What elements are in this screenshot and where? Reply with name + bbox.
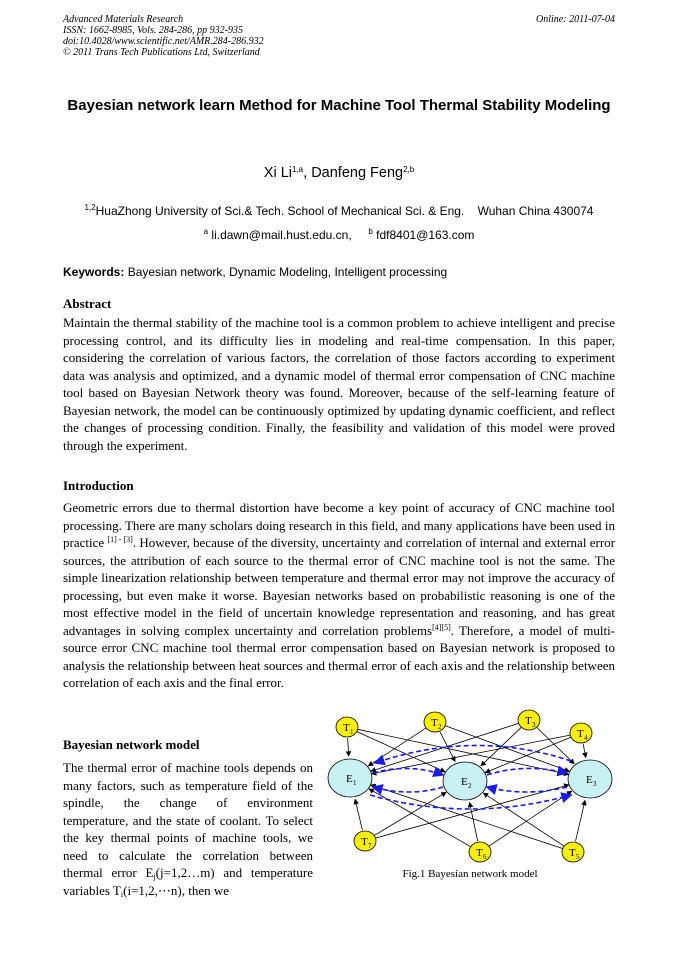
node-e3-label: E: [586, 774, 593, 786]
node-t3-label: T: [525, 715, 532, 727]
node-e3: [568, 760, 612, 798]
copyright-line: © 2011 Trans Tech Publications Ltd, Switzerland: [63, 47, 260, 58]
node-t7: [354, 831, 376, 851]
affiliation-sup: 1,2: [84, 203, 96, 212]
edge-t3-e3: [537, 728, 574, 764]
author-1-sup: 1,a: [292, 165, 304, 174]
affiliation-text: HuaZhong University of Sci.& Tech. School of Mechanical Sci. & Eng. Wuhan China 430074: [95, 204, 594, 218]
node-t4-sub: 4: [584, 734, 588, 742]
node-t5-sub: 5: [576, 853, 580, 861]
node-t6: [469, 842, 491, 862]
introduction-heading: Introduction: [63, 478, 134, 493]
node-e1: [328, 759, 372, 797]
figure-caption: Fig.1 Bayesian network model: [402, 868, 538, 880]
node-t4-label: T: [577, 728, 584, 740]
node-t2: [424, 712, 446, 732]
email-b: fdf8401@163.com: [372, 228, 475, 242]
bn-sub-j: j: [153, 872, 156, 881]
edge-t4-e3: [583, 744, 586, 758]
edge-t7-e1: [355, 799, 362, 830]
intro-part-2: . However, because of the diversity, uncertainty and correlation of internal and external error sources, the attribution of each source to the thermal error of CNC machine tool is not the same. The simple linearization relationship between temperature and thermal error may not improve the accuracy of processing, but even make it worse. Bayesian networks based on probabilistic reasoning is one of the most effective model in the field of uncertain knowledge representation and reasoning, and has great advantages in solving complex uncertainty and correlation problems: [63, 535, 615, 638]
node-t1-label: T: [343, 722, 350, 734]
paper-title: Bayesian network learn Method for Machine Tool Thermal Stability Modeling: [67, 97, 611, 114]
bn-part-1: The thermal error of machine tools depends on many factors, such as temperature field of the spindle, the change of environment temperature, and the state of coolant. To select the key thermal points of machine tools, we need to calculate the correlation between thermal error E: [63, 760, 313, 880]
node-t5: [562, 842, 584, 862]
node-t4: [570, 723, 592, 743]
intro-part-3: . Therefore, a model of multi-source error CNC machine tool thermal error compensation based on Bayesian network is proposed to analysis the relationship between heat sources and thermal error of each axis and the relationship between correlation of each axis and the final error.: [63, 622, 616, 690]
node-e2-sub: 2: [468, 782, 472, 790]
dashed-arc-e3-e2-lower: [487, 787, 567, 792]
bn-part-2: (j=1,2…m) and temperature variables T: [63, 865, 314, 898]
abstract-heading: Abstract: [63, 296, 112, 311]
keywords: [63, 265, 615, 279]
email-a: li.dawn@mail.hust.edu.cn,: [208, 228, 352, 242]
keywords-text: Bayesian network, Dynamic Modeling, Intelligent processing: [124, 265, 448, 279]
affiliation: [63, 204, 615, 218]
keywords-label: Keywords:: [63, 265, 125, 279]
abstract-text: Maintain the thermal stability of the machine tool is a common problem to achieve intelligent and precise processing control, and its difficulty lies in modeling and real-time compensation. In this paper, considering the correlation of various factors, the correlation of those factors according to experiment data was analysis and optimized, and a dynamic model of thermal error compensation of CNC machine tool based on Bayesian Network theory was found. Moreover, because of the self-learning feature of Bayesian network, the model can be continuously optimized by updating dynamic coefficient, and reflect the changes of processing condition. Finally, the feasibility and validation of this model were proved through the experiment.: [63, 315, 615, 453]
node-t1: [336, 717, 358, 737]
journal-header: [63, 14, 615, 58]
doi-line: doi:10.4028/www.scientific.net/AMR.284-286.932: [63, 36, 264, 47]
email-b-sup: b: [368, 227, 373, 236]
email-a-sup: a: [203, 227, 209, 236]
edge-t5-e3: [575, 800, 585, 841]
bn-model-heading: Bayesian network model: [63, 737, 200, 752]
intro-part-1: Geometric errors due to thermal distortion have become a key point of accuracy of CNC machine tool processing. There are many scholars doing research in this field, and many applications have been used in practice: [63, 500, 615, 550]
node-e1-label: E: [346, 773, 353, 785]
node-t7-label: T: [361, 836, 368, 848]
node-e2: [443, 762, 487, 800]
node-t6-label: T: [476, 847, 483, 859]
node-e2-label: E: [461, 776, 468, 788]
authors: [63, 165, 615, 181]
edge-t1-e1: [348, 738, 349, 756]
node-t5-label: T: [569, 847, 576, 859]
edge-t5-e2: [483, 793, 563, 846]
node-t7-sub: 7: [368, 842, 372, 850]
node-t6-sub: 6: [483, 853, 487, 861]
node-t3-sub: 3: [532, 721, 536, 729]
introduction-text: [63, 499, 615, 692]
author-2: Danfeng Feng: [311, 165, 404, 181]
node-t2-label: T: [431, 717, 438, 729]
bn-part-3: (i=1,2,⋯n), then we: [123, 882, 230, 898]
bn-model-text: [63, 759, 313, 899]
dashed-arc-e2-e1-lower: [373, 787, 443, 792]
author-separator: ,: [303, 165, 312, 181]
issn-line: ISSN: 1662-8985, Vols. 284-286, pp 932-935: [63, 25, 243, 36]
node-e3-sub: 3: [593, 780, 597, 788]
node-t1-sub: 1: [350, 728, 354, 736]
bayesian-network-figure: [325, 705, 625, 875]
author-2-sup: 2,b: [403, 165, 415, 174]
intro-ref-2: [4][5]: [432, 622, 451, 632]
bn-sub-i: i: [120, 889, 124, 899]
node-e1-sub: 1: [353, 779, 357, 787]
online-date: Online: 2011-07-04: [536, 14, 615, 25]
intro-ref-1: [1] - [3]: [107, 535, 133, 544]
journal-name: Advanced Materials Research: [63, 14, 184, 25]
emails: [63, 228, 615, 242]
node-t2-sub: 2: [438, 723, 442, 731]
node-t3: [518, 710, 540, 730]
author-1: Xi Li: [263, 165, 292, 181]
bayesian-network-diagram: [325, 705, 625, 875]
